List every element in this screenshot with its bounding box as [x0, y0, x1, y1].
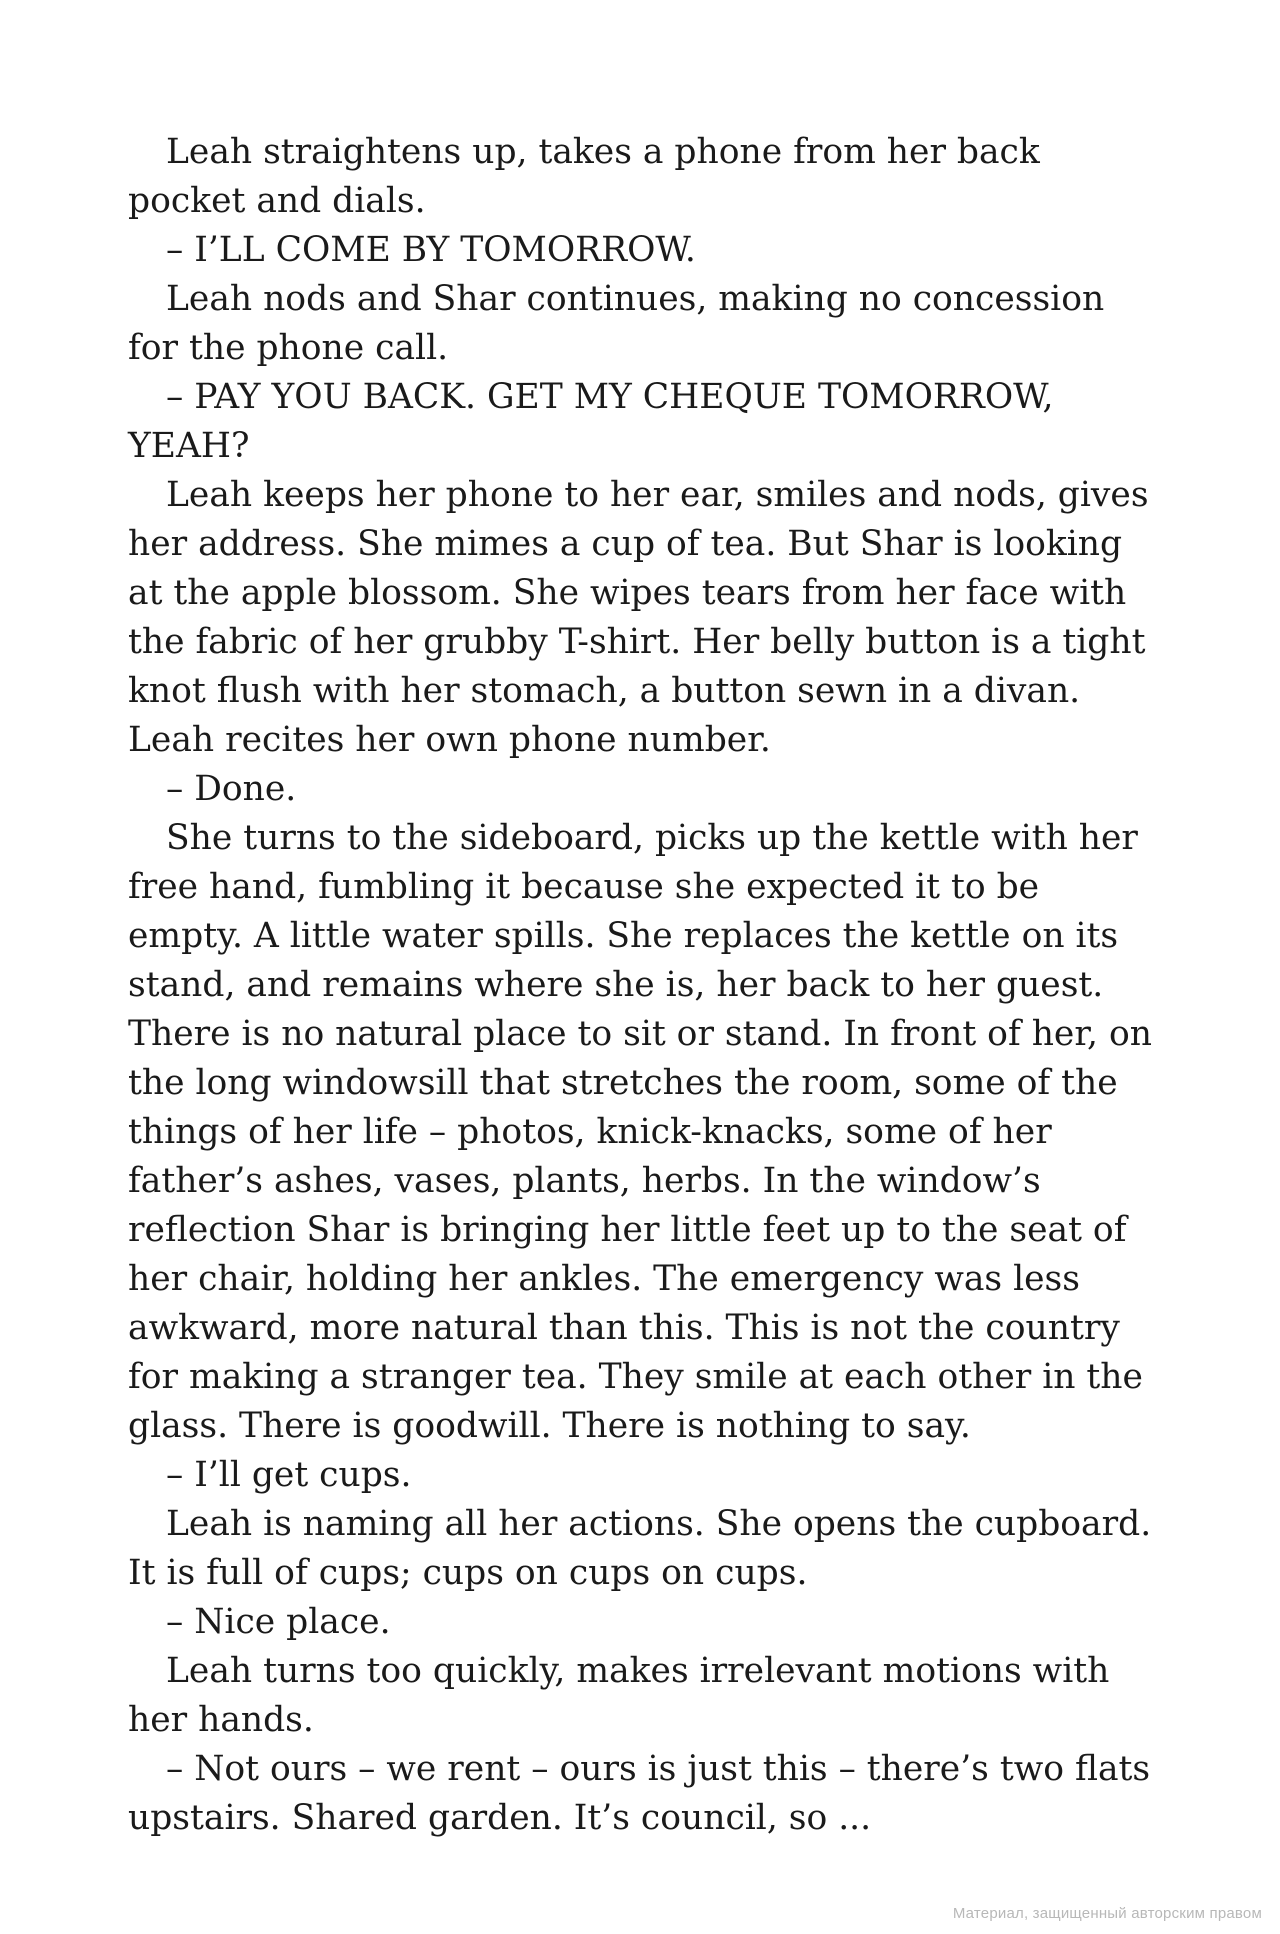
book-page-text: [128, 128, 1162, 1843]
paragraph-6-dialogue: – Done.: [166, 769, 297, 809]
paragraph-9: Leah is naming all her actions. She opens the cupboard. It is full of cups; cups on cups on cups.: [128, 1504, 1152, 1593]
paragraph-5: Leah keeps her phone to her ear, smiles and nods, gives her address. She mimes a cup of tea. But Shar is looking at the apple blossom. She wipes tears from her face with the fabric of her grubby T-shirt. Her belly button is a tight knot flush with her stomach, a button sewn in a divan. Leah recites her own phone number.: [128, 475, 1149, 760]
paragraph-1: Leah straightens up, takes a phone from her back pocket and dials.: [128, 132, 1040, 221]
paragraph-10-dialogue: – Nice place.: [166, 1602, 391, 1642]
paragraph-7: She turns to the sideboard, picks up the kettle with her free hand, fumbling it because she expected it to be empty. A little water spills. She replaces the kettle on its stand, and remains where she is, her back to her guest. There is no natural place to sit or stand. In front of her, on the long windowsill that stretches the room, some of the things of her life – photos, knick-knacks, some of her father’s ashes, vases, plants, herbs. In the window’s reflection Shar is bringing her little feet up to the seat of her chair, holding her ankles. The emergency was less awkward, more natural than this. This is not the country for making a stranger tea. They smile at each other in the glass. There is goodwill. There is nothing to say.: [128, 818, 1152, 1446]
copyright-watermark: Материал, защищенный авторским правом: [952, 1905, 1262, 1922]
paragraph-4-dialogue: – PAY YOU BACK. GET MY CHEQUE TOMORROW, YEAH?: [128, 377, 1054, 466]
paragraph-3: Leah nods and Shar continues, making no concession for the phone call.: [128, 279, 1105, 368]
paragraph-8-dialogue: – I’ll get cups.: [166, 1455, 412, 1495]
paragraph-2-dialogue: – I’LL COME BY TOMORROW.: [166, 230, 696, 270]
paragraph-12-dialogue: – Not ours – we rent – ours is just this – there’s two flats upstairs. Shared garden. It’s council, so ...: [128, 1749, 1151, 1838]
paragraph-11: Leah turns too quickly, makes irrelevant motions with her hands.: [128, 1651, 1110, 1740]
